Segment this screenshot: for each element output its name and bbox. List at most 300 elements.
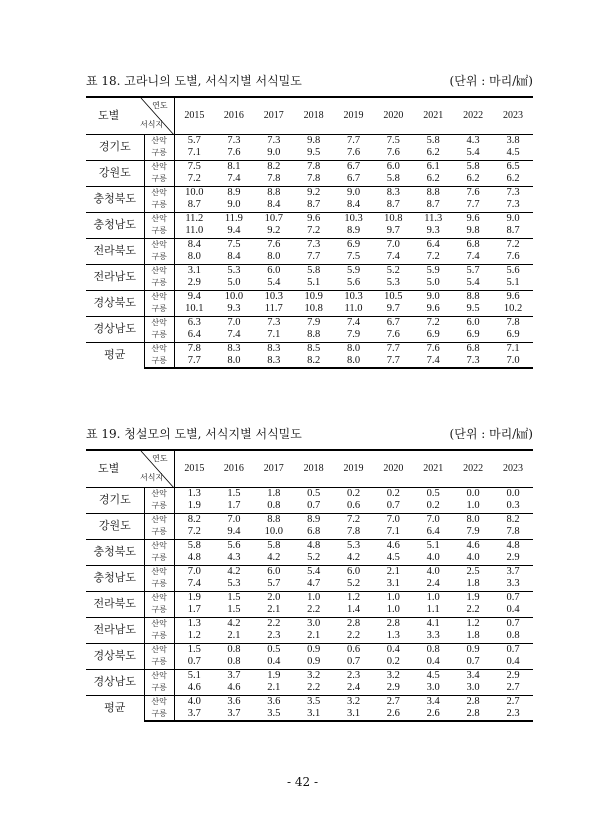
- table-row: [86, 355, 533, 368]
- density-value: 2.3: [493, 708, 533, 721]
- density-value: 9.4: [227, 225, 241, 237]
- density-value: 2.1: [267, 682, 281, 694]
- density-value: 0.5: [254, 643, 294, 656]
- density-value: 3.7: [214, 669, 254, 682]
- density-value: 4.6: [453, 539, 493, 552]
- density-value: 4.0: [174, 695, 214, 708]
- density-value: 8.2: [294, 355, 334, 368]
- density-value: 1.8: [466, 578, 480, 590]
- density-value: 8.8: [254, 186, 294, 199]
- density-value: 5.3: [214, 264, 254, 277]
- density-value: 5.8: [174, 539, 214, 552]
- region-name: 경상남도: [86, 669, 144, 695]
- density-value: 4.5: [506, 147, 520, 159]
- region-header-label: 도별: [98, 109, 120, 122]
- density-value: 3.1: [294, 708, 334, 721]
- table-row: [86, 238, 533, 251]
- density-value: 7.4: [413, 355, 453, 368]
- density-value: 8.7: [307, 199, 321, 211]
- region-name: 전라남도: [86, 264, 144, 290]
- density-value: 5.7: [453, 264, 493, 277]
- density-value: 7.4: [334, 316, 374, 329]
- density-value: 4.2: [267, 552, 281, 564]
- density-value: 0.0: [493, 487, 533, 500]
- density-value: 7.3: [214, 134, 254, 147]
- density-value: 7.8: [346, 526, 361, 538]
- table-row: [86, 630, 533, 643]
- page-number: - 42 -: [286, 775, 318, 789]
- density-value: 7.6: [386, 329, 400, 341]
- density-value: 1.8: [466, 630, 480, 642]
- table-row: [86, 134, 533, 147]
- habitat-label: 산악: [144, 591, 174, 604]
- density-value: 1.0: [373, 591, 413, 604]
- density-value: 3.0: [294, 617, 334, 630]
- density-value: 2.0: [254, 591, 294, 604]
- density-value: 1.2: [334, 591, 374, 604]
- table-row: [86, 617, 533, 630]
- density-value: 6.2: [466, 173, 480, 185]
- density-value: 5.0: [426, 277, 440, 289]
- density-value: 4.5: [413, 669, 453, 682]
- table-19: [86, 449, 533, 722]
- density-value: 1.0: [466, 500, 480, 512]
- table-unit: (단위 : 마리/㎢): [449, 74, 533, 88]
- density-value: 0.6: [334, 643, 374, 656]
- density-value: 4.6: [373, 539, 413, 552]
- habitat-label: 구릉: [144, 147, 174, 160]
- density-value: 7.8: [294, 160, 334, 173]
- density-value: 9.8: [294, 134, 334, 147]
- density-value: 6.3: [174, 316, 214, 329]
- table-row: [86, 643, 533, 656]
- table-row: [86, 173, 533, 186]
- density-value: 10.2: [503, 303, 523, 315]
- density-value: 10.9: [294, 290, 334, 303]
- year-header: 2023: [503, 462, 523, 474]
- year-header: 2017: [263, 462, 284, 474]
- density-value: 7.7: [307, 251, 321, 263]
- density-value: 0.7: [466, 656, 480, 668]
- density-value: 1.2: [187, 630, 201, 642]
- table-row: [86, 513, 533, 526]
- habitat-label: 산악: [144, 617, 174, 630]
- density-value: 8.4: [174, 238, 214, 251]
- density-value: 2.4: [346, 682, 361, 694]
- habitat-label: 산악: [144, 186, 174, 199]
- density-value: 5.4: [466, 147, 480, 159]
- density-value: 8.0: [214, 355, 254, 368]
- density-value: 9.0: [267, 147, 281, 159]
- density-value: 0.9: [307, 656, 321, 668]
- density-value: 0.2: [373, 487, 413, 500]
- habitat-label: 구릉: [144, 578, 174, 591]
- density-value: 2.1: [307, 630, 321, 642]
- density-value: 0.4: [506, 604, 520, 616]
- density-value: 7.2: [187, 173, 201, 185]
- density-value: 1.7: [187, 604, 201, 616]
- density-value: 0.5: [294, 487, 334, 500]
- habitat-label: 산악: [144, 695, 174, 708]
- density-value: 8.0: [453, 513, 493, 526]
- density-value: 2.9: [187, 277, 201, 289]
- density-value: 0.6: [346, 500, 361, 512]
- density-value: 7.0: [493, 355, 533, 368]
- density-value: 7.0: [174, 565, 214, 578]
- density-value: 8.8: [307, 329, 321, 341]
- density-value: 11.9: [214, 212, 254, 225]
- density-value: 5.1: [307, 277, 321, 289]
- year-header: 2018: [303, 109, 324, 121]
- habitat-label: 구릉: [144, 500, 174, 513]
- density-value: 5.2: [373, 264, 413, 277]
- density-value: 2.2: [254, 617, 294, 630]
- density-value: 8.0: [187, 251, 201, 263]
- density-value: 5.3: [334, 539, 374, 552]
- density-value: 3.7: [174, 708, 214, 721]
- density-value: 7.7: [334, 134, 374, 147]
- density-value: 7.0: [214, 513, 254, 526]
- density-value: 7.7: [466, 199, 480, 211]
- region-name: 평균: [86, 695, 144, 721]
- density-value: 8.7: [426, 199, 440, 211]
- diagonal-header-cell: [86, 97, 174, 134]
- density-value: 1.1: [426, 604, 440, 616]
- density-value: 8.8: [453, 290, 493, 303]
- table-row: [86, 264, 533, 277]
- density-value: 10.3: [334, 212, 374, 225]
- density-value: 7.9: [466, 526, 480, 538]
- density-value: 7.7: [373, 342, 413, 355]
- density-value: 7.2: [334, 513, 374, 526]
- table-unit: (단위 : 마리/㎢): [449, 427, 533, 441]
- density-value: 7.0: [214, 316, 254, 329]
- region-name: 평균: [86, 342, 144, 368]
- density-value: 5.6: [346, 277, 361, 289]
- density-value: 0.4: [506, 656, 520, 668]
- density-value: 2.6: [413, 708, 453, 721]
- density-value: 7.8: [493, 316, 533, 329]
- density-value: 7.6: [413, 342, 453, 355]
- density-value: 7.6: [346, 147, 361, 159]
- density-value: 8.9: [346, 225, 361, 237]
- density-value: 3.1: [334, 708, 374, 721]
- habitat-label: 구릉: [144, 526, 174, 539]
- density-value: 6.8: [307, 526, 321, 538]
- density-value: 7.5: [174, 160, 214, 173]
- density-value: 10.8: [304, 303, 323, 315]
- region-name: 경상북도: [86, 290, 144, 316]
- density-value: 10.0: [264, 526, 283, 538]
- density-value: 6.4: [426, 526, 440, 538]
- density-value: 5.9: [413, 264, 453, 277]
- density-value: 9.3: [227, 303, 241, 315]
- density-value: 5.4: [267, 277, 281, 289]
- table-row: [86, 186, 533, 199]
- density-value: 11.0: [185, 225, 204, 237]
- density-value: 8.0: [334, 355, 374, 368]
- density-value: 6.0: [453, 316, 493, 329]
- table-row: [86, 277, 533, 290]
- density-value: 4.6: [187, 682, 201, 694]
- density-value: 7.8: [174, 342, 214, 355]
- density-value: 0.7: [493, 617, 533, 630]
- density-value: 9.0: [413, 290, 453, 303]
- density-value: 5.0: [227, 277, 241, 289]
- density-value: 7.5: [214, 238, 254, 251]
- density-value: 7.3: [254, 316, 294, 329]
- year-header: 2023: [503, 109, 523, 121]
- table-row: [86, 290, 533, 303]
- density-value: 7.8: [307, 173, 321, 185]
- table-title: 표 18. 고라니의 도별, 서식지별 서식밀도: [86, 74, 302, 88]
- habitat-label: 산악: [144, 238, 174, 251]
- density-value: 1.5: [214, 591, 254, 604]
- density-value: 2.7: [493, 695, 533, 708]
- density-value: 4.8: [187, 552, 201, 564]
- density-value: 7.8: [267, 173, 281, 185]
- habitat-label: 구릉: [144, 251, 174, 264]
- density-value: 7.6: [453, 186, 493, 199]
- density-value: 1.0: [294, 591, 334, 604]
- table-row: [86, 591, 533, 604]
- region-name: 경기도: [86, 487, 144, 513]
- habitat-label: 구릉: [144, 277, 174, 290]
- density-value: 3.7: [493, 565, 533, 578]
- table-title: 표 19. 청설모의 도별, 서식지별 서식밀도: [86, 427, 302, 441]
- density-value: 9.4: [174, 290, 214, 303]
- density-value: 7.0: [413, 513, 453, 526]
- density-value: 5.8: [453, 160, 493, 173]
- density-value: 11.3: [413, 212, 453, 225]
- density-value: 4.2: [214, 617, 254, 630]
- table-row: [86, 682, 533, 695]
- density-value: 1.0: [413, 591, 453, 604]
- density-value: 6.2: [506, 173, 520, 185]
- density-value: 0.2: [386, 656, 400, 668]
- density-value: 6.7: [334, 160, 374, 173]
- density-value: 0.9: [294, 643, 334, 656]
- table-row: [86, 539, 533, 552]
- density-value: 8.8: [413, 186, 453, 199]
- habitat-label: 구릉: [144, 329, 174, 342]
- density-value: 5.9: [334, 264, 374, 277]
- density-value: 2.2: [346, 630, 361, 642]
- year-header-label: 연도: [152, 454, 168, 463]
- habitat-label: 산악: [144, 487, 174, 500]
- habitat-label: 구릉: [144, 225, 174, 238]
- density-value: 0.8: [413, 643, 453, 656]
- density-value: 2.3: [334, 669, 374, 682]
- table-row: [86, 708, 533, 721]
- region-name: 충청남도: [86, 212, 144, 238]
- header-row: [86, 97, 533, 134]
- density-value: 1.3: [386, 630, 400, 642]
- density-value: 5.2: [307, 552, 321, 564]
- density-value: 0.8: [227, 656, 241, 668]
- density-value: 2.5: [453, 565, 493, 578]
- density-value: 5.1: [413, 539, 453, 552]
- density-value: 0.5: [413, 487, 453, 500]
- density-value: 4.3: [453, 134, 493, 147]
- table-row: [86, 604, 533, 617]
- year-header: 2019: [343, 109, 364, 121]
- density-value: 11.7: [264, 303, 283, 315]
- table-row: [86, 342, 533, 355]
- density-value: 7.9: [346, 329, 361, 341]
- year-header: 2016: [223, 462, 244, 474]
- table-row: [86, 669, 533, 682]
- density-value: 7.1: [493, 342, 533, 355]
- habitat-label: 산악: [144, 264, 174, 277]
- density-value: 8.3: [373, 186, 413, 199]
- density-value: 2.7: [506, 682, 520, 694]
- density-value: 3.2: [373, 669, 413, 682]
- habitat-label: 산악: [144, 212, 174, 225]
- density-value: 7.6: [386, 147, 400, 159]
- density-value: 2.9: [506, 552, 520, 564]
- density-value: 0.2: [426, 500, 440, 512]
- density-value: 8.4: [346, 199, 361, 211]
- table-row: [86, 303, 533, 316]
- table-row: [86, 225, 533, 238]
- density-value: 7.2: [493, 238, 533, 251]
- habitat-label: 산악: [144, 669, 174, 682]
- density-value: 0.7: [386, 500, 400, 512]
- density-value: 3.0: [426, 682, 440, 694]
- density-value: 7.2: [426, 251, 440, 263]
- density-value: 6.0: [254, 264, 294, 277]
- density-value: 3.4: [413, 695, 453, 708]
- habitat-label: 산악: [144, 134, 174, 147]
- habitat-label: 산악: [144, 539, 174, 552]
- density-value: 6.5: [493, 160, 533, 173]
- density-value: 7.7: [373, 355, 413, 368]
- table-row: [86, 316, 533, 329]
- density-value: 2.8: [373, 617, 413, 630]
- year-header: 2015: [184, 109, 205, 121]
- density-value: 11.0: [344, 303, 363, 315]
- density-value: 7.6: [254, 238, 294, 251]
- density-value: 5.1: [174, 669, 214, 682]
- region-name: 충청북도: [86, 186, 144, 212]
- density-value: 8.7: [386, 199, 400, 211]
- density-value: 0.8: [506, 630, 520, 642]
- density-value: 4.0: [413, 565, 453, 578]
- density-value: 7.4: [227, 329, 241, 341]
- density-value: 7.6: [506, 251, 520, 263]
- density-value: 4.3: [227, 552, 241, 564]
- density-value: 2.2: [307, 682, 321, 694]
- density-value: 7.3: [506, 199, 520, 211]
- density-value: 7.3: [493, 186, 533, 199]
- region-name: 충청북도: [86, 539, 144, 565]
- density-value: 3.4: [453, 669, 493, 682]
- year-header: 2015: [184, 462, 205, 474]
- density-value: 5.3: [386, 277, 400, 289]
- density-value: 6.0: [373, 160, 413, 173]
- density-value: 9.0: [493, 212, 533, 225]
- density-value: 8.2: [254, 160, 294, 173]
- region-name: 전라북도: [86, 591, 144, 617]
- density-value: 9.5: [466, 303, 480, 315]
- density-value: 1.3: [174, 617, 214, 630]
- habitat-label: 산악: [144, 565, 174, 578]
- density-value: 7.6: [227, 147, 241, 159]
- density-value: 4.1: [413, 617, 453, 630]
- density-value: 3.6: [214, 695, 254, 708]
- density-value: 0.4: [373, 643, 413, 656]
- year-header: 2021: [423, 109, 444, 121]
- density-value: 8.3: [254, 355, 294, 368]
- density-value: 2.4: [426, 578, 440, 590]
- density-value: 11.2: [174, 212, 214, 225]
- density-value: 7.5: [346, 251, 361, 263]
- density-value: 3.3: [426, 630, 440, 642]
- density-value: 0.4: [426, 656, 440, 668]
- density-value: 6.1: [413, 160, 453, 173]
- density-value: 3.2: [294, 669, 334, 682]
- table-row: [86, 552, 533, 565]
- table-row: [86, 487, 533, 500]
- density-value: 5.7: [174, 134, 214, 147]
- year-header: 2022: [463, 462, 484, 474]
- density-value: 2.3: [267, 630, 281, 642]
- density-value: 6.9: [426, 329, 440, 341]
- habitat-label: 구릉: [144, 604, 174, 617]
- density-value: 2.1: [373, 565, 413, 578]
- table-row: [86, 695, 533, 708]
- table-row: [86, 565, 533, 578]
- density-value: 5.6: [214, 539, 254, 552]
- density-value: 2.7: [373, 695, 413, 708]
- density-value: 9.6: [453, 212, 493, 225]
- density-value: 7.8: [506, 526, 520, 538]
- density-value: 8.7: [187, 199, 201, 211]
- density-value: 8.9: [214, 186, 254, 199]
- density-value: 7.3: [453, 355, 493, 368]
- density-value: 1.0: [386, 604, 400, 616]
- density-value: 5.7: [267, 578, 281, 590]
- region-name: 전라남도: [86, 617, 144, 643]
- density-value: 7.9: [294, 316, 334, 329]
- density-value: 0.3: [506, 500, 520, 512]
- density-value: 6.9: [506, 329, 520, 341]
- density-value: 7.1: [187, 147, 201, 159]
- density-value: 5.1: [506, 277, 520, 289]
- density-value: 8.0: [267, 251, 281, 263]
- density-value: 1.9: [254, 669, 294, 682]
- table-row: [86, 656, 533, 669]
- density-value: 3.7: [214, 708, 254, 721]
- density-value: 7.4: [466, 251, 480, 263]
- habitat-label: 산악: [144, 513, 174, 526]
- table-row: [86, 212, 533, 225]
- density-value: 3.6: [254, 695, 294, 708]
- region-name: 충청남도: [86, 565, 144, 591]
- habitat-label: 산악: [144, 643, 174, 656]
- density-value: 0.7: [307, 500, 321, 512]
- density-value: 2.9: [386, 682, 400, 694]
- density-value: 1.4: [346, 604, 361, 616]
- density-value: 10.7: [254, 212, 294, 225]
- density-value: 8.2: [493, 513, 533, 526]
- habitat-label: 구릉: [144, 173, 174, 186]
- density-value: 1.5: [214, 487, 254, 500]
- density-value: 7.2: [307, 225, 321, 237]
- density-value: 9.5: [307, 147, 321, 159]
- table-row: [86, 500, 533, 513]
